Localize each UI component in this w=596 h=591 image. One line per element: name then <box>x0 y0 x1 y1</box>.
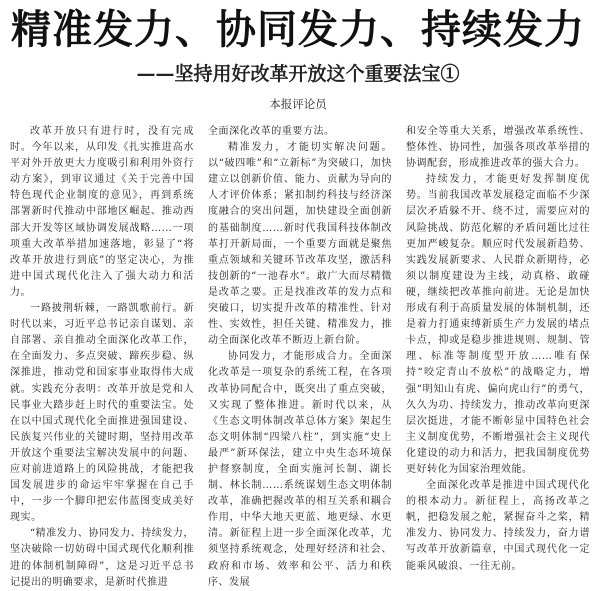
paragraph: 精准发力，才能切实解决问题。以“破四唯”和“立新标”为突破口，加快建立以创新价值、能力、贡献为导向的人才评价体系；紧扣制约科技与经济深度融合的突出问题，加快建设全面创新的基础制度……新时代我国科技体制改革打开新局面，一个重要方面就是聚焦重点领域和关键环节改革攻坚，激活科技创新的“一池春水”。敢广大而尽精微是改革之要。正是找准改革的发力点和突破口，切实提升改革的精准性、针对性、实效性，担任关键、精准发力，推动全面深化改革不断迈上新台阶。 <box>208 142 392 347</box>
paragraph: “精准发力、协同发力、持续发力，坚决破除一切妨碍中国式现代化顺利推进的体制机制障碍”，这是习近平总书记提出的明确要求，是新时代推进 <box>10 528 194 588</box>
paragraph: 和安全等重大关系，增强改革系统性、整体性、协同性，加强各项改革举措的协调配套，形成推进改革的强大合力。 <box>406 126 590 170</box>
paragraph: 一路披荆斩棘，一路凯歌前行。新时代以来，习近平总书记亲自谋划、亲自部署、亲自推动全面深化改革工作，在全面发力、多点突破、蹄疾步稳、纵深推进，推动党和国家事业取得伟大成就。实践充分表明：改革开放是党和人民事业大踏步赶上时代的重要法宝。处在以中国式现代化全面推进强国建设、民族复兴伟业的关键时期，坚持用改革开放这个重要法宝解决发展中的问题、应对前进道路上的风险挑战，才能把我国发展进步的命运牢牢掌握在自己手中，一步一个脚印把宏伟蓝图变成美好现实。 <box>10 303 194 524</box>
headline: 精准发力、协同发力、持续发力 <box>11 7 585 53</box>
article-body <box>10 124 590 588</box>
paragraph: 持续发力，才能更好发挥制度优势。当前我国改革发展稳定面临不少深层次矛盾躲不开、绕不过，需要应对的风险挑战、防范化解的矛盾问题比过往更加严峻复杂。顺应时代发展新趋势、实践发展新要求、人民群众新期待，必须以制度建设为主线，动真格、敢碰硬，继续把改革推向前进。无论是加快形成有利于高质量发展的体制机制，还是着力打通束缚新质生产力发展的堵点卡点，抑或是稳步推进规则、规制、管理、标准等制度型开放……唯有保持“咬定青山不放松”的战略定力，增强“明知山有虎、偏向虎山行”的勇气，久久为功、持续发力，推动改革向更深层次挺进，才能不断彰显中国特色社会主义制度优势，不断增强社会主义现代化建设的动力和活力，把我国制度优势更好转化为国家治理效能。 <box>406 174 590 475</box>
article-column-1 <box>10 124 194 588</box>
paragraph: 全面深化改革的重要方法。 <box>208 126 335 137</box>
byline: 本报评论员 <box>269 97 327 111</box>
paragraph: 改革开放只有进行时，没有完成时。今年以来，从印发《扎实推进高水平对外开放更大力度吸引和利用外资行动方案》，到审议通过《关于完善中国特色现代企业制度的意见》，再到系统部署新时代推动中部地区崛起、推动西部大开发等区域协调发展战略……一项项重大改革举措加速落地，彰显了“将改革开放进行到底”的坚定决心，为推进中国式现代化注入了强大动力和活力。 <box>10 126 194 298</box>
article-column-2 <box>208 124 392 588</box>
article-column-3 <box>406 124 590 572</box>
paragraph: 全面深化改革是推进中国式现代化的根本动力。新征程上，高扬改革之帆，把稳发展之舵，紧握奋斗之桨，精准发力、协同发力、持续发力，奋力谱写改革开放新篇章，中国式现代化一定能乘风破浪、一往无前。 <box>406 480 590 572</box>
paragraph: 协同发力，才能形成合力。全面深化改革是一项复杂的系统工程，在各项改革协同配合中，既突出了重点突破，又实现了整体推进。新时代以来，从《生态文明体制改革总体方案》架起生态文明体制“四梁八柱”，到实施“史上最严”新环保法，建立中央生态环境保护督察制度，全面实施河长制、湖长制、林长制……系统谋划生态文明体制改革，准确把握改革的相互关系和耦合作用，中华大地天更蓝、地更绿、水更清。新征程上进一步全面深化改革，尤须坚持系统观念，处理好经济和社会、政府和市场、效率和公平、活力和秩序、发展 <box>208 351 392 588</box>
subtitle: ——坚持用好改革开放这个重要法宝① <box>136 63 460 85</box>
